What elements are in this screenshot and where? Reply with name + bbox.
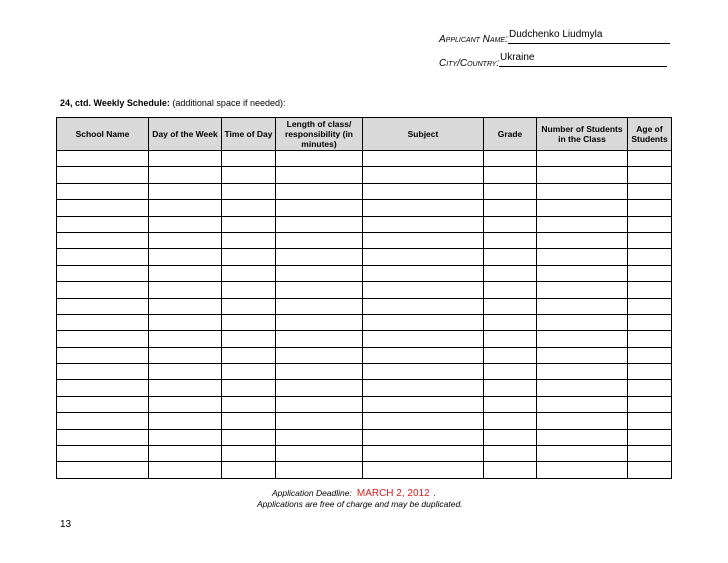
col-time-of-day: Time of Day	[222, 118, 276, 151]
table-row	[57, 151, 672, 167]
table-cell[interactable]	[149, 462, 222, 478]
table-cell[interactable]	[222, 249, 276, 265]
table-cell[interactable]	[57, 462, 149, 478]
table-cell[interactable]	[276, 265, 363, 281]
table-cell[interactable]	[537, 200, 628, 216]
table-cell[interactable]	[149, 151, 222, 167]
table-cell[interactable]	[363, 151, 484, 167]
table-cell[interactable]	[222, 413, 276, 429]
table-cell[interactable]	[222, 151, 276, 167]
table-cell[interactable]	[484, 314, 537, 330]
table-cell[interactable]	[149, 249, 222, 265]
table-cell[interactable]	[57, 298, 149, 314]
table-cell[interactable]	[57, 446, 149, 462]
table-row	[57, 314, 672, 330]
free-of-charge-note: Applications are free of charge and may be duplicated.	[257, 499, 463, 509]
table-cell[interactable]	[628, 364, 672, 380]
table-cell[interactable]	[628, 167, 672, 183]
table-cell[interactable]	[57, 249, 149, 265]
table-cell[interactable]	[537, 314, 628, 330]
table-cell[interactable]	[149, 429, 222, 445]
table-cell[interactable]	[276, 298, 363, 314]
table-cell[interactable]	[537, 380, 628, 396]
table-cell[interactable]	[363, 232, 484, 248]
city-country-field	[439, 58, 499, 69]
table-row	[57, 364, 672, 380]
table-cell[interactable]	[222, 446, 276, 462]
weekly-schedule-table	[56, 117, 672, 479]
table-cell[interactable]	[222, 167, 276, 183]
deadline-line	[272, 488, 436, 499]
table-cell[interactable]	[222, 380, 276, 396]
table-cell[interactable]	[537, 347, 628, 363]
table-cell[interactable]	[537, 364, 628, 380]
table-cell[interactable]	[57, 216, 149, 232]
table-cell[interactable]	[276, 200, 363, 216]
table-cell[interactable]	[149, 183, 222, 199]
table-cell[interactable]	[363, 446, 484, 462]
table-cell[interactable]	[537, 396, 628, 412]
table-cell[interactable]	[149, 396, 222, 412]
table-cell[interactable]	[537, 429, 628, 445]
table-cell[interactable]	[484, 151, 537, 167]
table-cell[interactable]	[628, 298, 672, 314]
deadline-label: Application Deadline:	[272, 488, 352, 498]
table-cell[interactable]	[57, 380, 149, 396]
col-length-of-class: Length of class/ responsibility (in minutes)	[276, 118, 363, 151]
table-cell[interactable]	[149, 232, 222, 248]
table-cell[interactable]	[149, 413, 222, 429]
section-title	[60, 98, 285, 108]
table-row	[57, 249, 672, 265]
deadline-suffix: .	[433, 488, 437, 498]
table-row	[57, 216, 672, 232]
table-cell[interactable]	[484, 347, 537, 363]
table-cell[interactable]	[276, 364, 363, 380]
table-row	[57, 298, 672, 314]
table-cell[interactable]	[57, 151, 149, 167]
table-cell[interactable]	[363, 200, 484, 216]
table-cell[interactable]	[57, 413, 149, 429]
table-cell[interactable]	[484, 249, 537, 265]
table-cell[interactable]	[57, 364, 149, 380]
table-row	[57, 265, 672, 281]
table-cell[interactable]	[222, 216, 276, 232]
table-cell[interactable]	[149, 364, 222, 380]
table-cell[interactable]	[222, 314, 276, 330]
table-cell[interactable]	[276, 232, 363, 248]
table-cell[interactable]	[628, 249, 672, 265]
city-country-label: City/Country:	[439, 58, 500, 69]
table-cell[interactable]	[484, 462, 537, 478]
table-row	[57, 462, 672, 478]
applicant-name-value: Dudchenko Liudmyla	[508, 30, 670, 44]
table-cell[interactable]	[628, 282, 672, 298]
table-body	[57, 151, 672, 479]
table-cell[interactable]	[484, 446, 537, 462]
table-cell[interactable]	[57, 429, 149, 445]
table-cell[interactable]	[484, 282, 537, 298]
table-cell[interactable]	[484, 265, 537, 281]
table-cell[interactable]	[149, 298, 222, 314]
table-cell[interactable]	[484, 232, 537, 248]
table-cell[interactable]	[57, 282, 149, 298]
table-cell[interactable]	[363, 298, 484, 314]
table-cell[interactable]	[628, 446, 672, 462]
table-cell[interactable]	[57, 396, 149, 412]
table-cell[interactable]	[484, 413, 537, 429]
page-number: 13	[60, 519, 72, 530]
city-country-value: Ukraine	[499, 53, 667, 67]
table-cell[interactable]	[628, 232, 672, 248]
table-cell[interactable]	[222, 462, 276, 478]
table-cell[interactable]	[628, 314, 672, 330]
table-cell[interactable]	[276, 282, 363, 298]
table-cell[interactable]	[484, 331, 537, 347]
table-cell[interactable]	[537, 151, 628, 167]
col-number-of-students: Number of Students in the Class	[537, 118, 628, 151]
table-cell[interactable]	[276, 380, 363, 396]
table-cell[interactable]	[363, 216, 484, 232]
table-cell[interactable]	[222, 364, 276, 380]
table-cell[interactable]	[276, 446, 363, 462]
table-cell[interactable]	[57, 167, 149, 183]
table-cell[interactable]	[628, 347, 672, 363]
table-cell[interactable]	[537, 249, 628, 265]
table-cell[interactable]	[537, 413, 628, 429]
table-cell[interactable]	[537, 462, 628, 478]
table-row	[57, 413, 672, 429]
table-cell[interactable]	[57, 331, 149, 347]
section-title-note: (additional space if needed):	[172, 98, 286, 108]
table-cell[interactable]	[537, 298, 628, 314]
table-cell[interactable]	[537, 232, 628, 248]
table-cell[interactable]	[537, 282, 628, 298]
table-cell[interactable]	[57, 265, 149, 281]
table-cell[interactable]	[276, 331, 363, 347]
table-cell[interactable]	[484, 298, 537, 314]
table-cell[interactable]	[276, 183, 363, 199]
table-row	[57, 429, 672, 445]
table-cell[interactable]	[363, 282, 484, 298]
table-cell[interactable]	[363, 413, 484, 429]
table-cell[interactable]	[276, 396, 363, 412]
col-school-name: School Name	[57, 118, 149, 151]
applicant-name-field	[439, 34, 508, 45]
table-cell[interactable]	[363, 364, 484, 380]
table-cell[interactable]	[276, 429, 363, 445]
col-age-of-students: Age of Students	[628, 118, 672, 151]
table-cell[interactable]	[363, 167, 484, 183]
col-day-of-week: Day of the Week	[149, 118, 222, 151]
table-cell[interactable]	[363, 249, 484, 265]
table-cell[interactable]	[57, 347, 149, 363]
table-cell[interactable]	[276, 347, 363, 363]
table-row	[57, 347, 672, 363]
table-cell[interactable]	[484, 429, 537, 445]
table-cell[interactable]	[363, 380, 484, 396]
table-cell[interactable]	[537, 167, 628, 183]
table-cell[interactable]	[222, 429, 276, 445]
table-cell[interactable]	[276, 151, 363, 167]
table-cell[interactable]	[149, 314, 222, 330]
table-cell[interactable]	[363, 314, 484, 330]
table-cell[interactable]	[276, 462, 363, 478]
table-cell[interactable]	[484, 396, 537, 412]
table-cell[interactable]	[149, 167, 222, 183]
table-cell[interactable]	[537, 183, 628, 199]
deadline-value: MARCH 2, 2012	[356, 488, 430, 499]
table-cell[interactable]	[484, 183, 537, 199]
table-cell[interactable]	[276, 249, 363, 265]
table-cell[interactable]	[628, 396, 672, 412]
table-cell[interactable]	[628, 331, 672, 347]
table-cell[interactable]	[628, 216, 672, 232]
table-cell[interactable]	[628, 413, 672, 429]
table-cell[interactable]	[222, 396, 276, 412]
table-cell[interactable]	[57, 232, 149, 248]
table-cell[interactable]	[149, 446, 222, 462]
table-row	[57, 446, 672, 462]
table-cell[interactable]	[149, 282, 222, 298]
table-cell[interactable]	[57, 183, 149, 199]
table-cell[interactable]	[628, 265, 672, 281]
table-cell[interactable]	[363, 265, 484, 281]
table-cell[interactable]	[484, 200, 537, 216]
table-cell[interactable]	[222, 331, 276, 347]
table-cell[interactable]	[222, 232, 276, 248]
table-cell[interactable]	[222, 183, 276, 199]
section-title-main: 24, ctd. Weekly Schedule:	[60, 98, 170, 108]
table-cell[interactable]	[363, 331, 484, 347]
table-cell[interactable]	[276, 413, 363, 429]
table-cell[interactable]	[276, 314, 363, 330]
table-row	[57, 183, 672, 199]
table-row	[57, 331, 672, 347]
table-cell[interactable]	[484, 167, 537, 183]
table-cell[interactable]	[149, 216, 222, 232]
table-cell[interactable]	[628, 200, 672, 216]
table-cell[interactable]	[222, 347, 276, 363]
table-cell[interactable]	[276, 167, 363, 183]
table-row	[57, 167, 672, 183]
table-cell[interactable]	[628, 380, 672, 396]
table-cell[interactable]	[363, 462, 484, 478]
table-cell[interactable]	[57, 314, 149, 330]
table-cell[interactable]	[149, 380, 222, 396]
table-cell[interactable]	[363, 396, 484, 412]
table-cell[interactable]	[222, 200, 276, 216]
table-cell[interactable]	[149, 331, 222, 347]
table-cell[interactable]	[484, 216, 537, 232]
table-cell[interactable]	[149, 200, 222, 216]
table-cell[interactable]	[57, 200, 149, 216]
table-cell[interactable]	[149, 265, 222, 281]
table-row	[57, 380, 672, 396]
table-cell[interactable]	[222, 265, 276, 281]
table-cell[interactable]	[363, 183, 484, 199]
table-cell[interactable]	[222, 282, 276, 298]
table-cell[interactable]	[537, 216, 628, 232]
table-cell[interactable]	[537, 265, 628, 281]
table-cell[interactable]	[222, 298, 276, 314]
table-cell[interactable]	[149, 347, 222, 363]
table-cell[interactable]	[628, 429, 672, 445]
table-row	[57, 232, 672, 248]
table-cell[interactable]	[537, 446, 628, 462]
table-row	[57, 200, 672, 216]
col-subject: Subject	[363, 118, 484, 151]
table-cell[interactable]	[276, 216, 363, 232]
applicant-name-label: Applicant Name:	[439, 34, 508, 45]
table-header-row	[57, 118, 672, 151]
table-cell[interactable]	[484, 380, 537, 396]
table-cell[interactable]	[363, 347, 484, 363]
table-row	[57, 396, 672, 412]
table-cell[interactable]	[628, 183, 672, 199]
table-cell[interactable]	[628, 151, 672, 167]
table-row	[57, 282, 672, 298]
table-cell[interactable]	[628, 462, 672, 478]
table-cell[interactable]	[537, 331, 628, 347]
col-grade: Grade	[484, 118, 537, 151]
table-cell[interactable]	[363, 429, 484, 445]
table-cell[interactable]	[484, 364, 537, 380]
